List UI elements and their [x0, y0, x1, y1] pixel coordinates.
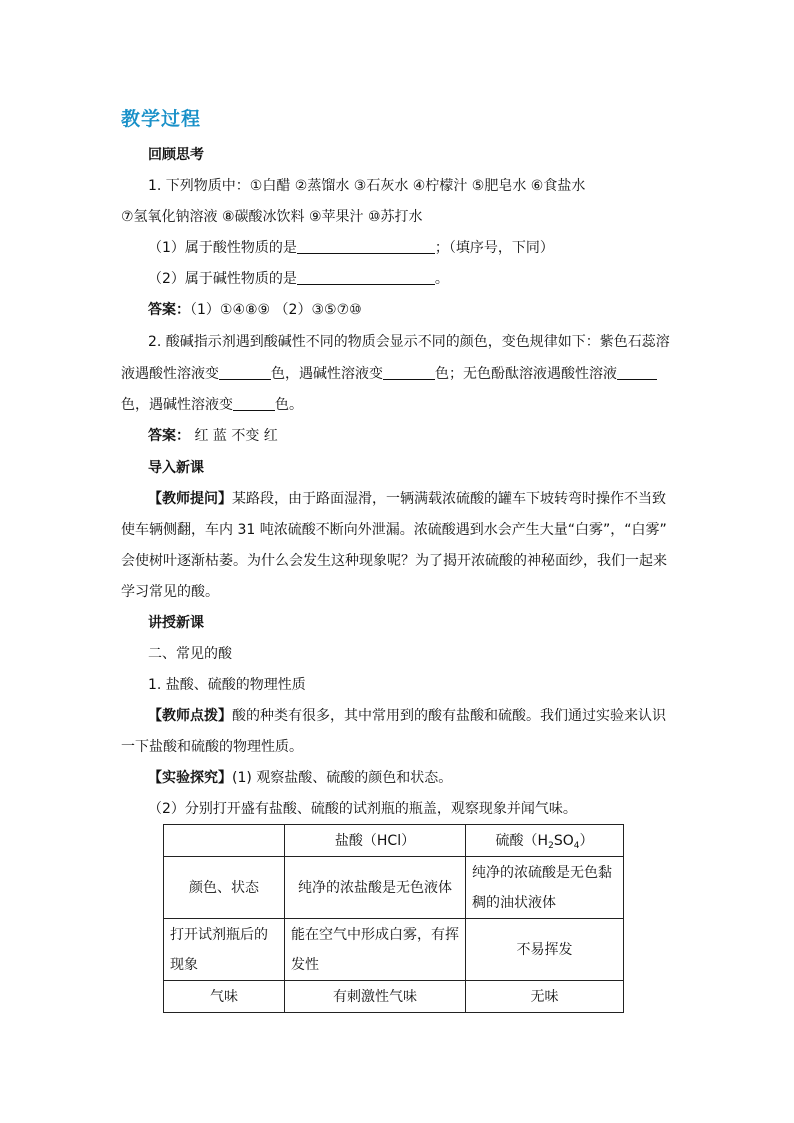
answer-2 [148, 426, 278, 446]
table-cell [164, 919, 285, 981]
q2-text-b: 色，遇碱性溶液变 [271, 366, 383, 382]
teacher-question-label: 【教师提问】 [148, 491, 232, 507]
formula-subscript: 4 [573, 840, 580, 851]
cell-line: 稠的油状液体 [472, 894, 556, 911]
intro-line-1 [148, 489, 666, 509]
answer-text: 红 蓝 不变 红 [190, 428, 278, 444]
table-cell [466, 857, 624, 919]
q2-text-e: 色。 [275, 397, 303, 413]
question-2-line-3 [121, 395, 303, 415]
intro-line-2: 使车辆侧翻，车内 31 吨浓硫酸不断向外泄漏。浓硫酸遇到水会产生大量“白雾”，“白雾” [121, 522, 667, 538]
table-cell: 不易挥发 [466, 919, 624, 981]
cell-line: 现象 [170, 956, 198, 973]
cell-line: 发性 [291, 956, 319, 973]
q2-text-c: 色；无色酚酞溶液遇酸性溶液 [435, 366, 617, 382]
answer-blank [297, 270, 435, 285]
review-title: 回顾思考 [148, 147, 204, 163]
answer-blank [297, 239, 435, 254]
table-header [466, 825, 624, 857]
answer-blank [219, 365, 271, 380]
question-1-sub-1 [148, 238, 554, 258]
formula-part: ） [579, 832, 594, 849]
table-cell: 颜色、状态 [164, 857, 285, 919]
table-row [164, 981, 624, 1013]
experiment-text: (1) 观察盐酸、硫酸的颜色和状态。 [232, 770, 453, 786]
experiment-label: 【实验探究】 [148, 770, 232, 786]
experiment-line-1 [148, 768, 452, 788]
table-row [164, 825, 624, 857]
section-title: 二、常见的酸 [148, 646, 232, 662]
answer-blank [383, 365, 435, 380]
section-heading: 教学过程 [121, 108, 202, 130]
table-header: 盐酸（HCl） [285, 825, 466, 857]
teacher-tip-line-2: 一下盐酸和硫酸的物理性质。 [121, 739, 303, 755]
acid-properties-table [163, 824, 624, 1013]
intro-title: 导入新课 [148, 460, 204, 476]
answer-1 [148, 300, 362, 320]
q2-text-d: 色，遇碱性溶液变 [121, 397, 233, 413]
answer-text: （1）①④⑧⑨ （2）③⑤⑦⑩ [190, 302, 362, 318]
sub2-suffix: 。 [434, 271, 449, 287]
table-row [164, 919, 624, 981]
question-1-line-2: ⑦氢氧化钠溶液 ⑧碳酸冰饮料 ⑨苹果汁 ⑩苏打水 [121, 209, 423, 225]
answer-label: 答案： [148, 302, 190, 318]
formula-part: 硫酸（H [495, 832, 549, 849]
table-cell [285, 919, 466, 981]
lecture-title: 讲授新课 [148, 615, 204, 631]
answer-label: 答案： [148, 428, 190, 444]
q2-text-a: 液遇酸性溶液变 [121, 366, 219, 382]
question-2-line-2 [121, 364, 657, 384]
table-cell: 纯净的浓盐酸是无色液体 [285, 857, 466, 919]
table-cell [164, 825, 285, 857]
cell-line: 能在空气中形成白雾，有挥 [291, 926, 459, 943]
tip-text: 酸的种类有很多，其中常用到的酸有盐酸和硫酸。我们通过实验来认识 [232, 708, 666, 724]
formula-part: SO [553, 832, 574, 849]
intro-line-3: 会使树叶逐渐枯萎。为什么会发生这种现象呢？为了揭开浓硫酸的神秘面纱，我们一起来 [121, 553, 667, 569]
teacher-tip-line-1 [148, 706, 666, 726]
question-2-line-1: 2. 酸碱指示剂遇到酸碱性不同的物质会显示不同的颜色，变色规律如下：紫色石蕊溶 [148, 334, 670, 350]
table-row [164, 857, 624, 919]
cell-line: 纯净的浓硫酸是无色黏 [472, 864, 612, 881]
answer-blank [233, 396, 275, 411]
question-1-line-1: 1. 下列物质中：①白醋 ②蒸馏水 ③石灰水 ④柠檬汁 ⑤肥皂水 ⑥食盐水 [148, 178, 586, 194]
table-cell: 无味 [466, 981, 624, 1013]
formula-subscript: 2 [548, 840, 554, 851]
cell-line: 打开试剂瓶后的 [170, 926, 268, 943]
intro-line-4: 学习常见的酸。 [121, 584, 219, 600]
teacher-tip-label: 【教师点拨】 [148, 708, 232, 724]
subsection-title: 1. 盐酸、硫酸的物理性质 [148, 677, 306, 693]
sub2-prefix: （2）属于碱性物质的是 [148, 271, 297, 287]
table-cell: 气味 [164, 981, 285, 1013]
intro-text: 某路段，由于路面湿滑，一辆满载浓硫酸的罐车下坡转弯时操作不当致 [232, 491, 666, 507]
question-1-sub-2 [148, 269, 449, 289]
answer-blank [617, 365, 657, 380]
sub1-prefix: （1）属于酸性物质的是 [148, 240, 297, 256]
experiment-line-2: （2）分别打开盛有盐酸、硫酸的试剂瓶的瓶盖，观察现象并闻气味。 [148, 801, 577, 817]
sub1-suffix: ；（填序号，下同） [434, 240, 554, 256]
table-cell: 有刺激性气味 [285, 981, 466, 1013]
